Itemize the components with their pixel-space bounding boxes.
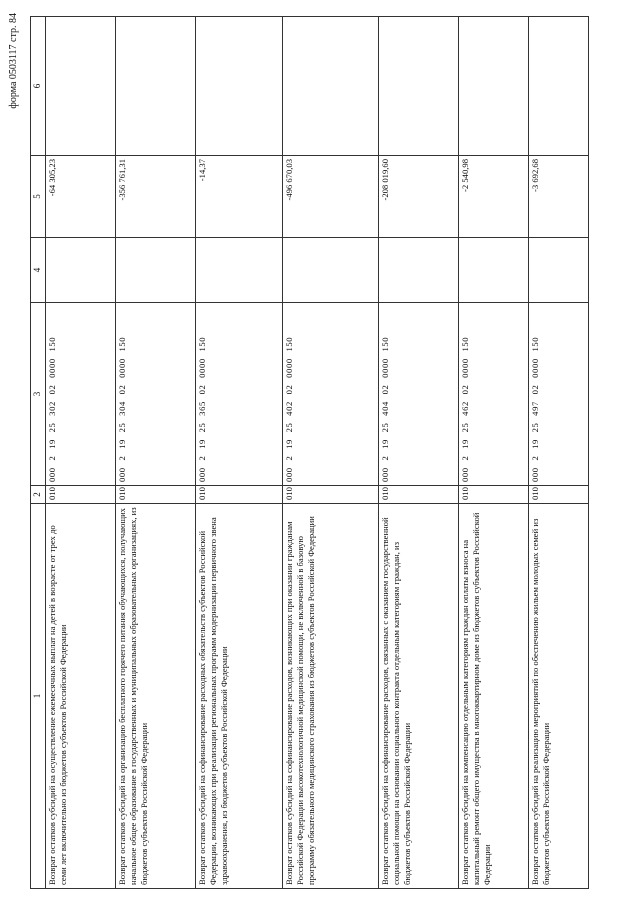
table-row [528, 17, 588, 889]
table-row [115, 17, 195, 889]
header-col-5: 5 [31, 156, 46, 238]
row-amount: -3 692,68 [528, 156, 588, 238]
row-name: Возврат остатков субсидий на софинансирование расходов, возникающих при оказании гражданам Российской Федерации высокотехнологичной медицинской помощи, не включенной в базовую программу обязательного медицинского страхования из бюджетов субъектов Российской Федерации [282, 504, 378, 889]
header-col-3: 3 [31, 303, 46, 486]
row-col4 [115, 238, 195, 303]
form-reference: форма 0503117 стр. 84 [8, 13, 19, 109]
table-row [45, 17, 115, 889]
row-amount: -14,37 [195, 156, 282, 238]
row-line-code: 010 [458, 486, 528, 504]
row-amount: -496 670,03 [282, 156, 378, 238]
row-col4 [45, 238, 115, 303]
row-amount: -356 761,31 [115, 156, 195, 238]
row-col4 [458, 238, 528, 303]
header-row [31, 17, 46, 889]
row-col6 [458, 17, 528, 156]
header-col-6: 6 [31, 17, 46, 156]
row-line-code: 010 [45, 486, 115, 504]
row-col4 [195, 238, 282, 303]
row-name: Возврат остатков субсидий на осуществление ежемесячных выплат на детей в возрасте от трех до семи лет включительно из бюджетов субъектов Российской Федерации [45, 504, 115, 889]
row-income-code: 000 2 19 25 404 02 0000 150 [378, 303, 458, 486]
row-name: Возврат остатков субсидий на компенсацию отдельным категориям граждан оплаты взноса на капитальный ремонт общего имущества в многоквартирном доме из бюджетов субъектов Российской Федерации [458, 504, 528, 889]
row-col6 [115, 17, 195, 156]
row-name: Возврат остатков субсидий на реализацию мероприятий по обеспечению жильем молодых семей из бюджетов субъектов Российской Федерации [528, 504, 588, 889]
row-col4 [282, 238, 378, 303]
row-line-code: 010 [282, 486, 378, 504]
row-income-code: 000 2 19 25 402 02 0000 150 [282, 303, 378, 486]
row-col6 [528, 17, 588, 156]
row-col6 [45, 17, 115, 156]
row-income-code: 000 2 19 25 365 02 0000 150 [195, 303, 282, 486]
table-row [282, 17, 378, 889]
row-income-code: 000 2 19 25 302 02 0000 150 [45, 303, 115, 486]
row-income-code: 000 2 19 25 497 02 0000 150 [528, 303, 588, 486]
header-col-2: 2 [31, 486, 46, 504]
row-amount: -2 540,98 [458, 156, 528, 238]
header-col-4: 4 [31, 238, 46, 303]
row-col4 [528, 238, 588, 303]
row-line-code: 010 [528, 486, 588, 504]
row-amount: -208 019,60 [378, 156, 458, 238]
row-income-code: 000 2 19 25 304 02 0000 150 [115, 303, 195, 486]
table-row [378, 17, 458, 889]
table-row [458, 17, 528, 889]
header-col-1: 1 [31, 504, 46, 889]
row-income-code: 000 2 19 25 462 02 0000 150 [458, 303, 528, 486]
row-line-code: 010 [195, 486, 282, 504]
row-col4 [378, 238, 458, 303]
row-name: Возврат остатков субсидий на софинансирование расходов, связанных с оказанием государственной социальной помощи на основании социального контракта отдельным категориям граждан, из бюджетов субъектов Российской Федерации [378, 504, 458, 889]
table-row [195, 17, 282, 889]
row-amount: -64 305,23 [45, 156, 115, 238]
row-name: Возврат остатков субсидий на софинансирование расходных обязательств субъектов Российской Федерации, возникающих при реализации региональных программ модернизации первичного звена здравоохранения, из бюджетов субъектов Российской Федерации [195, 504, 282, 889]
row-line-code: 010 [115, 486, 195, 504]
row-col6 [282, 17, 378, 156]
report-table [30, 16, 589, 889]
row-col6 [378, 17, 458, 156]
row-col6 [195, 17, 282, 156]
row-name: Возврат остатков субсидий на организацию бесплатного горячего питания обучающихся, получающих начальное общее образование в государственных и муниципальных образовательных организациях, из бюджетов субъектов Российской Федерации [115, 504, 195, 889]
row-line-code: 010 [378, 486, 458, 504]
